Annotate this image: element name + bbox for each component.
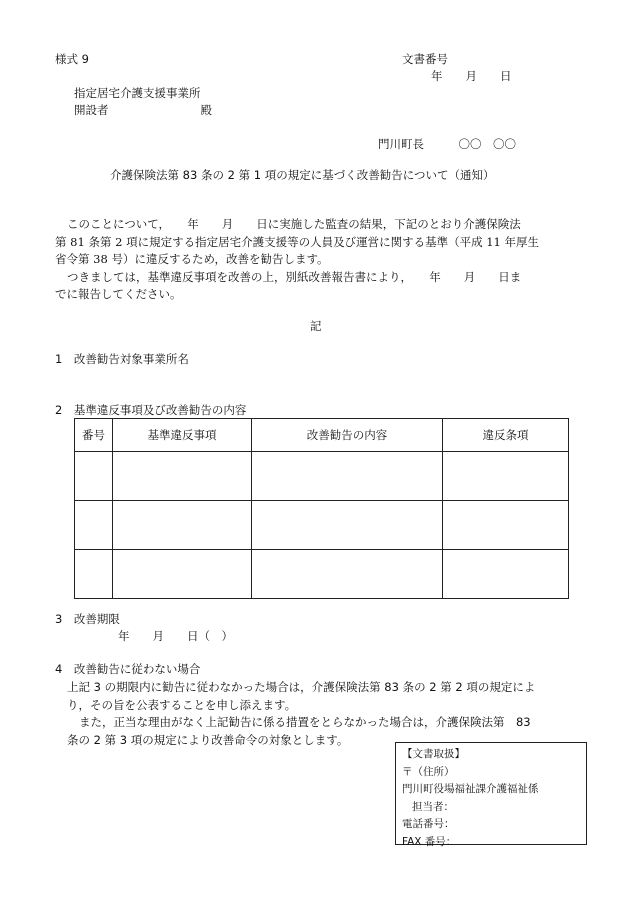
- section-4-line-4: 条の 2 第 3 項の規定により改善命令の対象とします。: [67, 732, 349, 747]
- table-cell[interactable]: [443, 550, 569, 599]
- table-cell[interactable]: [252, 452, 443, 501]
- addressee-founder: 開設者 殿: [74, 103, 212, 117]
- contact-person: 担当者：: [412, 800, 454, 813]
- section-4-line-2: り，その旨を公表することを申し添えます。: [67, 697, 297, 712]
- table-header-row: [75, 419, 569, 452]
- body-paragraph-1-line-3: 省令第 38 号）に違反するため，改善を勧告します。: [55, 252, 329, 266]
- column-header-recommendation: 改善勧告の内容: [252, 419, 443, 452]
- body-paragraph-2-line-1: つきましては，基準違反事項を改善の上，別紙改善報告書により， 年 月 日ま: [67, 269, 522, 284]
- section-4-heading: 4 改善勧告に従わない場合: [55, 662, 201, 676]
- body-paragraph-1-line-2: 第 81 条第 2 項に規定する指定居宅介護支援等の人員及び運営に関する基準（平成 11 年厚生: [55, 234, 540, 249]
- deadline-date: 年 月 日（ ）: [118, 629, 233, 643]
- body-paragraph-1-line-1: このことについて， 年 月 日に実施した監査の結果，下記のとおり介護保険法: [67, 217, 521, 231]
- column-header-article: 違反条項: [443, 419, 569, 452]
- section-4-line-3: また，正当な理由がなく上記勧告に係る措置をとらなかった場合は，介護保険法第 83: [79, 715, 531, 729]
- section-4-body: [55, 679, 580, 749]
- addressee-office: 指定居宅介護支援事業所: [74, 86, 201, 100]
- table-cell[interactable]: [113, 452, 252, 501]
- form-number: 様式 9: [55, 52, 89, 66]
- section-4-line-1: 上記 3 の期限内に勧告に従わなかった場合は，介護保険法第 83 条の 2 第 2 項の規定によ: [67, 680, 536, 694]
- contact-fax: FAX 番号：: [402, 835, 457, 848]
- table-cell[interactable]: [252, 501, 443, 550]
- table-cell[interactable]: [443, 501, 569, 550]
- column-header-number: 番号: [75, 419, 113, 452]
- contact-phone: 電話番号：: [402, 818, 455, 831]
- contact-postal: 〒（住所）: [402, 765, 455, 778]
- section-2-heading: 2 基準違反事項及び改善勧告の内容: [55, 403, 247, 417]
- ki-heading: 記: [310, 319, 322, 333]
- table-cell[interactable]: [75, 452, 113, 501]
- contact-title: 【文書取扱】: [402, 748, 465, 760]
- issue-date: 年 月 日: [431, 69, 512, 83]
- table-row: [75, 550, 569, 599]
- table-row: [75, 501, 569, 550]
- sender-name: 門川町長 〇〇 〇〇: [378, 137, 516, 151]
- body-paragraph-2-line-2: でに報告してください。: [55, 287, 182, 301]
- table-cell[interactable]: [75, 501, 113, 550]
- contact-box: [395, 742, 587, 848]
- document-title: 介護保険法第 83 条の 2 第 1 項の規定に基づく改善勧告について（通知）: [110, 168, 495, 182]
- table-cell[interactable]: [75, 550, 113, 599]
- table-cell[interactable]: [113, 550, 252, 599]
- table-cell[interactable]: [252, 550, 443, 599]
- table-cell[interactable]: [113, 501, 252, 550]
- table-cell[interactable]: [443, 452, 569, 501]
- column-header-violation: 基準違反事項: [113, 419, 252, 452]
- document-number-label: 文書番号: [402, 52, 448, 66]
- section-3-heading: 3 改善期限: [55, 612, 120, 626]
- body-paragraphs: [55, 216, 580, 304]
- section-1-heading: 1 改善勧告対象事業所名: [55, 352, 189, 366]
- contact-department: 門川町役場福祉課介護福祉係: [402, 783, 539, 796]
- violation-table: [74, 418, 569, 599]
- table-row: [75, 452, 569, 501]
